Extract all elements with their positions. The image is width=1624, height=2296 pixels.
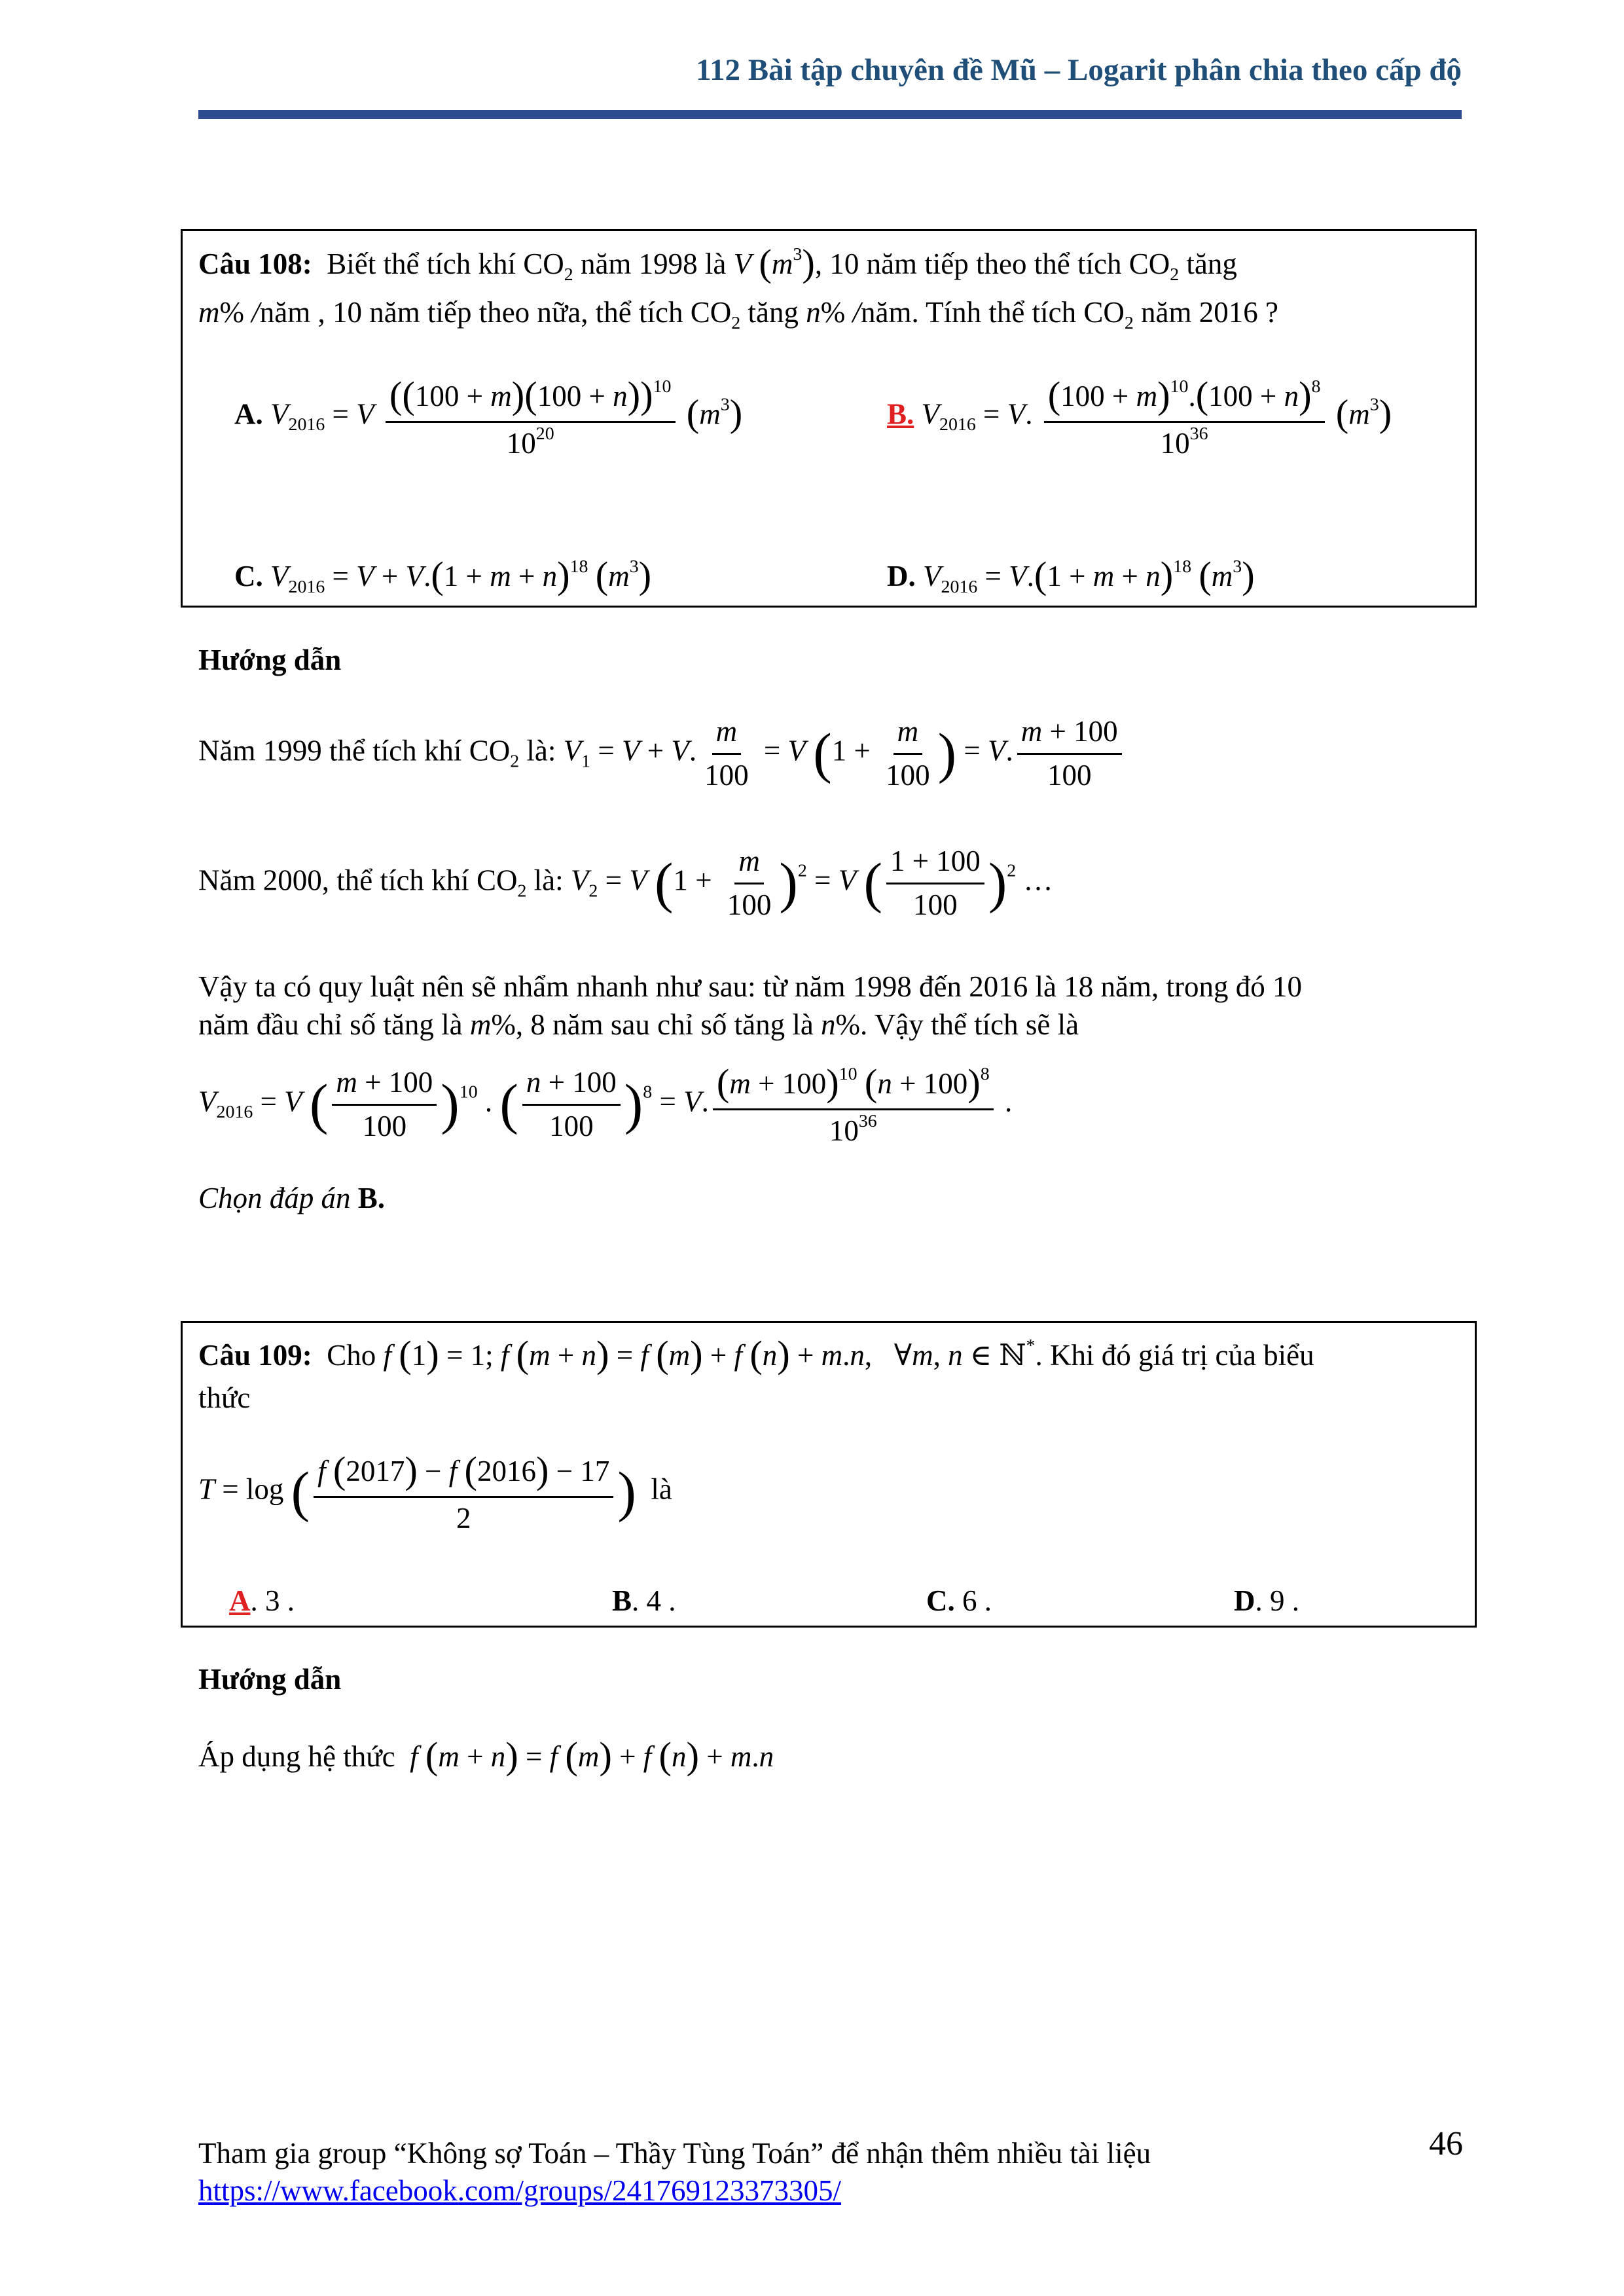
guide-108-formula: $V_{2016} = V$ ( $\frac{m + 100}{100}$ )$^{10}$ . ( $\frac{n + 100}{100}$ )$^8$ = V. $\frac{(m + 100)^{10} (n + 100)^8}{10^{36}}$ . (198, 1061, 1013, 1148)
guide-108-heading: Hướng dẫn (198, 644, 342, 676)
q109-option-a[interactable]: A. 3 . (229, 1584, 295, 1617)
q109-line-2: thức (198, 1381, 251, 1414)
q109-option-d[interactable]: D. 9 . (1234, 1584, 1299, 1617)
guide-108-paragraph-2: năm đầu chỉ số tăng là m%, 8 năm sau chỉ số tăng là n%. Vậy thể tích sẽ là (198, 1008, 1079, 1041)
footer-text: Tham gia group “Không sợ Toán – Thầy Tùng Toán” để nhận thêm nhiều tài liệu (198, 2137, 1151, 2170)
page-number: 46 (1429, 2125, 1463, 2162)
q109-option-b[interactable]: B. 4 . (612, 1584, 676, 1617)
q108-option-a[interactable]: A. $V_{2016} = V$ $\frac{((100 + m)(100 + n))^{10}}{10^{20}}$ $(m^3)$ (234, 374, 743, 460)
q108-option-d[interactable]: D. $V_{2016} = V.(1 + m + n)^{18}$ $(m^3)$ (887, 554, 1255, 597)
guide-108-line-1: Năm 1999 thể tích khí $CO_2$ là: $V_1 = V + V$. $\frac{m}{100}$ = V (1 + $\frac{m}{100}$ ) = V. $\frac{m + 100}{100}$ (198, 715, 1126, 793)
q109-line-1: Câu 109: Cho f (1) = 1; f (m + n) = f (m) + f (n) + m.n, ∀m, n ∈ ℕ*. Khi đó giá trị của biểu (198, 1333, 1314, 1376)
guide-108-paragraph-1: Vậy ta có quy luật nên sẽ nhẩm nhanh như sau: từ năm 1998 đến 2016 là 18 năm, trong đó 10 (198, 970, 1302, 1003)
guide-108-choose: Chọn đáp án B. (198, 1182, 386, 1214)
q108-label: Câu 108: (198, 247, 312, 281)
guide-109-heading: Hướng dẫn (198, 1663, 342, 1696)
q109-expression: T = log ( $\frac{f (2017) - f (2016) - 17}{2}$ ) là (198, 1449, 672, 1535)
q108-line-1: Câu 108: Biết thể tích khí $CO_2$ năm 1998 là V $(m^3)$, 10 năm tiếp theo thể tích $CO_2$ tăng (198, 242, 1237, 285)
guide-108-line-2: Năm 2000, thể tích khí $CO_2$ là: $V_2 = V$ (1 + $\frac{m}{100}$ )$^2$ = V ( $\frac{1 + 100}{100}$ )$^2$ … (198, 845, 1053, 921)
footer-link[interactable]: https://www.facebook.com/groups/241769123373305/ (198, 2174, 841, 2207)
header-rule (198, 110, 1462, 119)
q109-label: Câu 109: (198, 1339, 312, 1372)
header-title: 112 Bài tập chuyên đề Mũ – Logarit phân chia theo cấp độ (696, 53, 1462, 87)
q108-option-c[interactable]: C. $V_{2016} = V + V.(1 + m + n)^{18}$ $(m^3)$ (234, 554, 652, 597)
q108-option-b[interactable]: B. $V_{2016} = V$. $\frac{(100 + m)^{10}.(100 + n)^8}{10^{36}}$ $(m^3)$ (887, 374, 1392, 460)
q109-option-c[interactable]: C. 6 . (926, 1584, 992, 1617)
q108-line-2: m% /năm , 10 năm tiếp theo nữa, thể tích $CO_2$ tăng n% /năm. Tính thể tích $CO_2$ năm 2016 ? (198, 296, 1278, 333)
guide-109-line-1: Áp dụng hệ thức f (m + n) = f (m) + f (n) + m.n (198, 1734, 774, 1777)
